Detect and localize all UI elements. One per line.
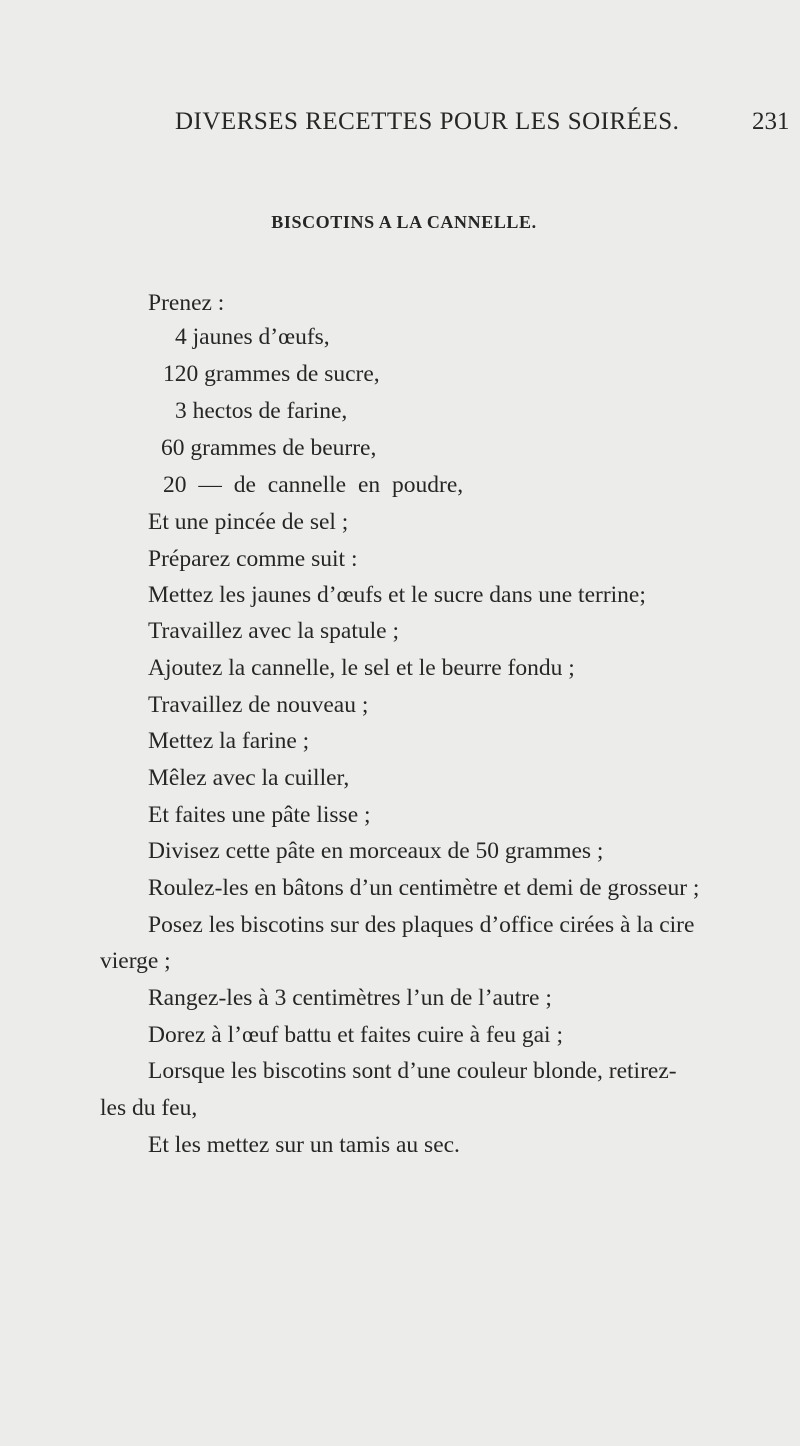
recipe-line: vierge ;	[100, 948, 171, 974]
recipe-line: Mêlez avec la cuiller,	[148, 765, 350, 791]
ingredient-line: 60 grammes de beurre,	[161, 435, 377, 461]
recipe-line: Roulez-les en bâtons d’un centimètre et demi de grosseur ;	[148, 875, 700, 901]
recipe-line: Rangez-les à 3 centimètres l’un de l’autre ;	[148, 985, 552, 1011]
page-number: 231	[752, 108, 790, 135]
recipe-line: Préparez comme suit :	[148, 546, 358, 572]
ingredient-line: 3 hectos de farine,	[175, 398, 348, 424]
recipe-line: Et faites une pâte lisse ;	[148, 802, 371, 828]
ingredient-line: 120 grammes de sucre,	[163, 361, 380, 387]
recipe-line: les du feu,	[100, 1095, 198, 1121]
recipe-title: BISCOTINS A LA CANNELLE.	[271, 212, 537, 232]
recipe-line: Lorsque les biscotins sont d’une couleur blonde, retirez-	[148, 1058, 677, 1084]
recipe-line: Travaillez de nouveau ;	[148, 692, 369, 718]
recipe-line: Divisez cette pâte en morceaux de 50 grammes ;	[148, 838, 604, 864]
recipe-line: Ajoutez la cannelle, le sel et le beurre fondu ;	[148, 655, 575, 681]
recipe-line: Dorez à l’œuf battu et faites cuire à feu gai ;	[148, 1022, 563, 1048]
ingredient-line: 4 jaunes d’œufs,	[175, 324, 330, 350]
recipe-line: Posez les biscotins sur des plaques d’office cirées à la cire	[148, 912, 695, 938]
running-title: DIVERSES RECETTES POUR LES SOIRÉES.	[175, 108, 680, 135]
ingredient-line: Et une pincée de sel ;	[148, 509, 349, 535]
recipe-line: Travaillez avec la spatule ;	[148, 618, 400, 644]
recipe-line: Et les mettez sur un tamis au sec.	[148, 1132, 460, 1158]
recipe-line: Mettez les jaunes d’œufs et le sucre dans une terrine;	[148, 582, 646, 608]
ingredient-line: 20 — de cannelle en poudre,	[163, 472, 464, 498]
recipe-line: Prenez :	[148, 290, 225, 316]
recipe-line: Mettez la farine ;	[148, 728, 310, 754]
